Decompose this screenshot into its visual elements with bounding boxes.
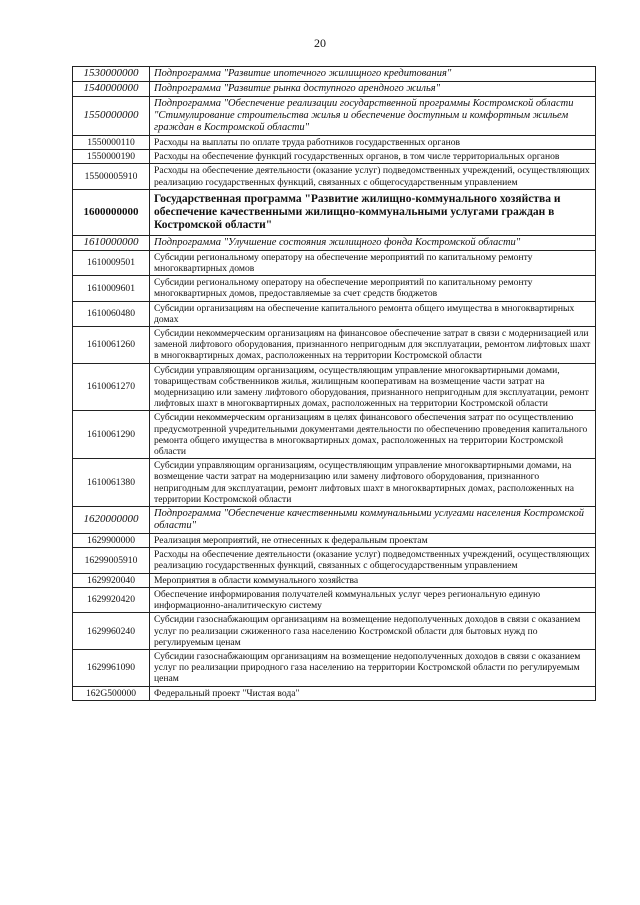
table-row [73,97,596,136]
target-article-code: 1629920040 [73,573,150,587]
target-article-code: 1610061290 [73,411,150,459]
target-article-description: Субсидии некоммерческим организациям на финансовое обеспечение затрат в связи с модернизацией или заменой лифтового оборудования, признанного непригодным для эксплуатации, ремонтом лифтовых шахт в многоквартирных домах, расположенных на территории Костромской области [150,327,596,364]
table-row [73,686,596,700]
table-row [73,235,596,250]
table-row [73,67,596,82]
target-article-description: Субсидии организациям на обеспечение капитального ремонта общего имущества в многоквартирных домах [150,301,596,326]
target-article-description: Федеральный проект "Чистая вода" [150,686,596,700]
table-row [73,250,596,275]
target-article-description: Подпрограмма "Развитие рынка доступного арендного жилья" [150,82,596,97]
target-article-description: Подпрограмма "Обеспечение реализации государственной программы Костромской области "Стимулирование строительства жилья и обеспечение доступным и комфортным жильем граждан в Костромской области" [150,97,596,136]
table-row [73,301,596,326]
target-article-description: Субсидии управляющим организациям, осуществляющим управление многоквартирными домами, на возмещение части затрат на модернизацию или замену лифтового оборудования, признанного непригодным для эксплуатации, ремонт лифтовых шахт в многоквартирных домах, расположенных на территории Костромской области [150,459,596,507]
table-row [73,649,596,686]
target-article-code: 1550000110 [73,136,150,150]
target-article-code: 1629920420 [73,587,150,612]
table-row [73,411,596,459]
target-article-code: 1610061270 [73,363,150,411]
table-row [73,136,596,150]
target-article-code: 162G500000 [73,686,150,700]
table-row [73,82,596,97]
target-article-description: Подпрограмма "Развитие ипотечного жилищного кредитования" [150,67,596,82]
target-article-code: 16299005910 [73,548,150,573]
table-row [73,613,596,650]
target-article-code: 1540000000 [73,82,150,97]
target-article-description: Субсидии управляющим организациям, осуществляющим управление многоквартирными домами, товариществам собственников жилья, жилищным кооперативам на возмещение части затрат на модернизацию или замену лифтового оборудования, признанного непригодным для эксплуатации, ремонт лифтовых шахт в многоквартирных домах, расположенных на территории Костромской области [150,363,596,411]
target-article-code: 1610061380 [73,459,150,507]
target-article-code: 1610000000 [73,235,150,250]
table-body [73,67,596,701]
target-article-code: 1629960240 [73,613,150,650]
table-row [73,459,596,507]
target-article-description: Субсидии региональному оператору на обеспечение мероприятий по капитальному ремонту многоквартирных домов, предоставляемые за счет средств бюджетов [150,276,596,301]
table-row [73,534,596,548]
target-article-code: 1600000000 [73,189,150,235]
target-article-description: Расходы на обеспечение деятельности (оказание услуг) подведомственных учреждений, осуществляющих реализацию государственных функций, связанных с общегосударственным управлением [150,164,596,189]
table-row [73,587,596,612]
table-row [73,189,596,235]
table-row [73,276,596,301]
target-article-description: Обеспечение информирования получателей коммунальных услуг через региональную единую информационно-аналитическую систему [150,587,596,612]
target-article-code: 15500005910 [73,164,150,189]
target-article-code: 1629900000 [73,534,150,548]
target-article-code: 1530000000 [73,67,150,82]
target-article-description: Расходы на обеспечение деятельности (оказание услуг) подведомственных учреждений, осуществляющих реализацию государственных функций, связанных с общегосударственным управлением [150,548,596,573]
table-row [73,507,596,534]
target-article-code: 1610009601 [73,276,150,301]
table-row [73,573,596,587]
target-article-code: 1610009501 [73,250,150,275]
budget-classification-table [72,66,596,701]
target-article-code: 1620000000 [73,507,150,534]
target-article-code: 1610060480 [73,301,150,326]
target-article-description: Расходы на выплаты по оплате труда работников государственных органов [150,136,596,150]
table-row [73,164,596,189]
target-article-code: 1550000190 [73,150,150,164]
target-article-description: Подпрограмма "Улучшение состояния жилищного фонда Костромской области" [150,235,596,250]
table-row [73,150,596,164]
target-article-description: Субсидии газоснабжающим организациям на возмещение недополученных доходов в связи с оказанием услуг по реализации природного газа населению на территории Костромской области по регулируемым ценам [150,649,596,686]
target-article-description: Мероприятия в области коммунального хозяйства [150,573,596,587]
target-article-description: Государственная программа "Развитие жилищно-коммунального хозяйства и обеспечение качественными жилищно-коммунальными услугами граждан в Костромской области" [150,189,596,235]
table-row [73,548,596,573]
target-article-code: 1629961090 [73,649,150,686]
page-number: 20 [314,36,326,50]
target-article-code: 1610061260 [73,327,150,364]
table-row [73,363,596,411]
target-article-code: 1550000000 [73,97,150,136]
target-article-description: Реализация мероприятий, не отнесенных к федеральным проектам [150,534,596,548]
target-article-description: Субсидии некоммерческим организациям в целях финансового обеспечения затрат по осуществлению предусмотренной учредительными документами деятельности по обеспечению проведения капитального ремонта общего имущества в многоквартирных домах, расположенных на территории Костромской области [150,411,596,459]
target-article-description: Подпрограмма "Обеспечение качественными коммунальными услугами населения Костромской области" [150,507,596,534]
target-article-description: Расходы на обеспечение функций государственных органов, в том числе территориальных органов [150,150,596,164]
table-row [73,327,596,364]
target-article-description: Субсидии региональному оператору на обеспечение мероприятий по капитальному ремонту многоквартирных домов [150,250,596,275]
target-article-description: Субсидии газоснабжающим организациям на возмещение недополученных доходов в связи с оказанием услуг по реализации сжиженного газа населению Костромской области для бытовых нужд по регулируемым ценам [150,613,596,650]
